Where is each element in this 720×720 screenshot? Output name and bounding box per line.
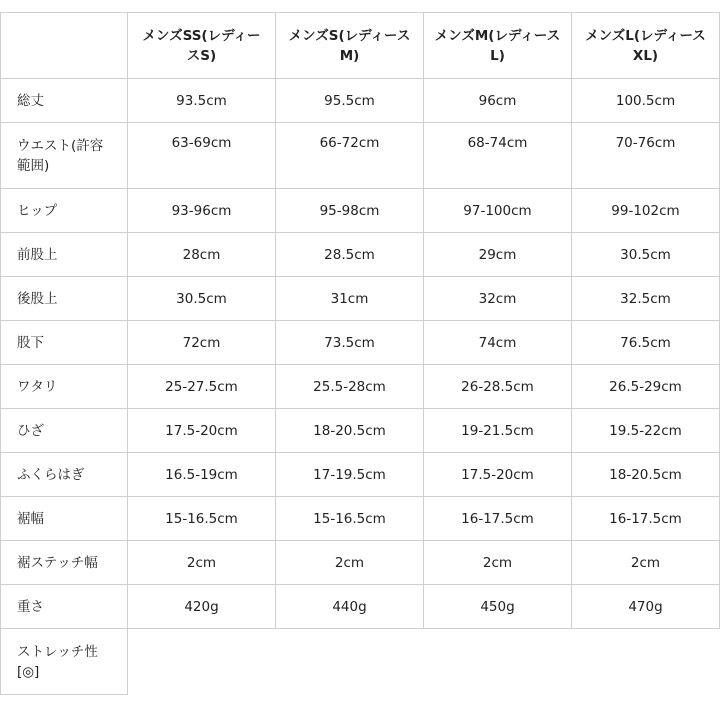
table-row — [1, 629, 720, 695]
row-label-text: ふくらはぎ — [17, 466, 85, 483]
header-size-m-label: メンズM(レディースL) — [434, 27, 561, 64]
row-label-text: ウエスト(許容範囲) — [17, 137, 104, 174]
row-label-text: 重さ — [17, 598, 44, 615]
table-cell: 2cm — [276, 541, 424, 585]
table-cell: 17.5-20cm — [128, 409, 276, 453]
table-cell: 30.5cm — [128, 277, 276, 321]
table-cell: 70-76cm — [572, 123, 720, 189]
table-cell: 99-102cm — [572, 189, 720, 233]
table-cell: 32cm — [424, 277, 572, 321]
table-cell: 440g — [276, 585, 424, 629]
table-cell: 68-74cm — [424, 123, 572, 189]
row-label-text: 総丈 — [17, 92, 44, 109]
table-cell: 17-19.5cm — [276, 453, 424, 497]
row-label — [1, 321, 128, 365]
header-size-l-label: メンズL(レディースXL) — [585, 27, 706, 64]
table-cell: 19-21.5cm — [424, 409, 572, 453]
size-chart-table — [0, 12, 720, 695]
row-label — [1, 79, 128, 123]
row-label — [1, 453, 128, 497]
row-label-text: 後股上 — [17, 290, 58, 307]
table-cell: 32.5cm — [572, 277, 720, 321]
table-cell: 19.5-22cm — [572, 409, 720, 453]
header-size-s-label: メンズS(レディースM) — [288, 27, 411, 64]
table-cell: 15-16.5cm — [128, 497, 276, 541]
table-cell: 28cm — [128, 233, 276, 277]
table-cell: 470g — [572, 585, 720, 629]
table-body — [1, 79, 720, 695]
table-row — [1, 233, 720, 277]
table-cell: 76.5cm — [572, 321, 720, 365]
table-cell: 25-27.5cm — [128, 365, 276, 409]
table-cell: 18-20.5cm — [276, 409, 424, 453]
table-cell: 100.5cm — [572, 79, 720, 123]
table-cell: 2cm — [424, 541, 572, 585]
header-row — [1, 13, 720, 79]
row-label-text: 裾ステッチ幅 — [17, 554, 98, 571]
table-row — [1, 189, 720, 233]
table-row — [1, 365, 720, 409]
row-label-text: 裾幅 — [17, 510, 44, 527]
table-cell: 66-72cm — [276, 123, 424, 189]
table-cell: 93-96cm — [128, 189, 276, 233]
table-row — [1, 409, 720, 453]
table-cell: 2cm — [128, 541, 276, 585]
table-cell: 17.5-20cm — [424, 453, 572, 497]
row-label — [1, 629, 128, 695]
row-label — [1, 233, 128, 277]
row-label — [1, 409, 128, 453]
table-row — [1, 277, 720, 321]
table-cell: 95.5cm — [276, 79, 424, 123]
header-size-m — [424, 13, 572, 79]
row-label-text: ひざ — [17, 422, 44, 439]
table-cell: 16.5-19cm — [128, 453, 276, 497]
header-size-l — [572, 13, 720, 79]
row-label — [1, 123, 128, 189]
row-label — [1, 585, 128, 629]
row-label-text: 前股上 — [17, 246, 58, 263]
row-label-text: 股下 — [17, 334, 44, 351]
table-cell: 29cm — [424, 233, 572, 277]
table-row — [1, 79, 720, 123]
table-cell: 73.5cm — [276, 321, 424, 365]
table-row — [1, 541, 720, 585]
table-cell: 16-17.5cm — [572, 497, 720, 541]
table-cell: 72cm — [128, 321, 276, 365]
table-row — [1, 497, 720, 541]
table-cell: 450g — [424, 585, 572, 629]
row-label-text: ストレッチ性[◎] — [17, 643, 98, 680]
header-size-ss — [128, 13, 276, 79]
table-cell: 74cm — [424, 321, 572, 365]
header-corner-cell — [1, 13, 128, 79]
table-cell: 97-100cm — [424, 189, 572, 233]
row-label-text: ヒップ — [17, 202, 58, 219]
table-cell: 28.5cm — [276, 233, 424, 277]
row-label — [1, 497, 128, 541]
row-label — [1, 189, 128, 233]
table-cell: 30.5cm — [572, 233, 720, 277]
table-row — [1, 585, 720, 629]
table-cell: 15-16.5cm — [276, 497, 424, 541]
table-cell: 31cm — [276, 277, 424, 321]
table-cell: 93.5cm — [128, 79, 276, 123]
table-cell: 420g — [128, 585, 276, 629]
header-size-ss-label: メンズSS(レディースS) — [142, 27, 261, 64]
empty-cell — [128, 629, 720, 695]
row-label — [1, 277, 128, 321]
table-cell: 63-69cm — [128, 123, 276, 189]
table-cell: 95-98cm — [276, 189, 424, 233]
table-cell: 2cm — [572, 541, 720, 585]
table-row — [1, 453, 720, 497]
row-label-text: ワタリ — [17, 378, 58, 395]
row-label — [1, 541, 128, 585]
row-label — [1, 365, 128, 409]
table-row — [1, 321, 720, 365]
table-cell: 26.5-29cm — [572, 365, 720, 409]
table-cell: 16-17.5cm — [424, 497, 572, 541]
table-cell: 18-20.5cm — [572, 453, 720, 497]
table-cell: 96cm — [424, 79, 572, 123]
header-size-s — [276, 13, 424, 79]
table-cell: 26-28.5cm — [424, 365, 572, 409]
table-row — [1, 123, 720, 189]
table-cell: 25.5-28cm — [276, 365, 424, 409]
